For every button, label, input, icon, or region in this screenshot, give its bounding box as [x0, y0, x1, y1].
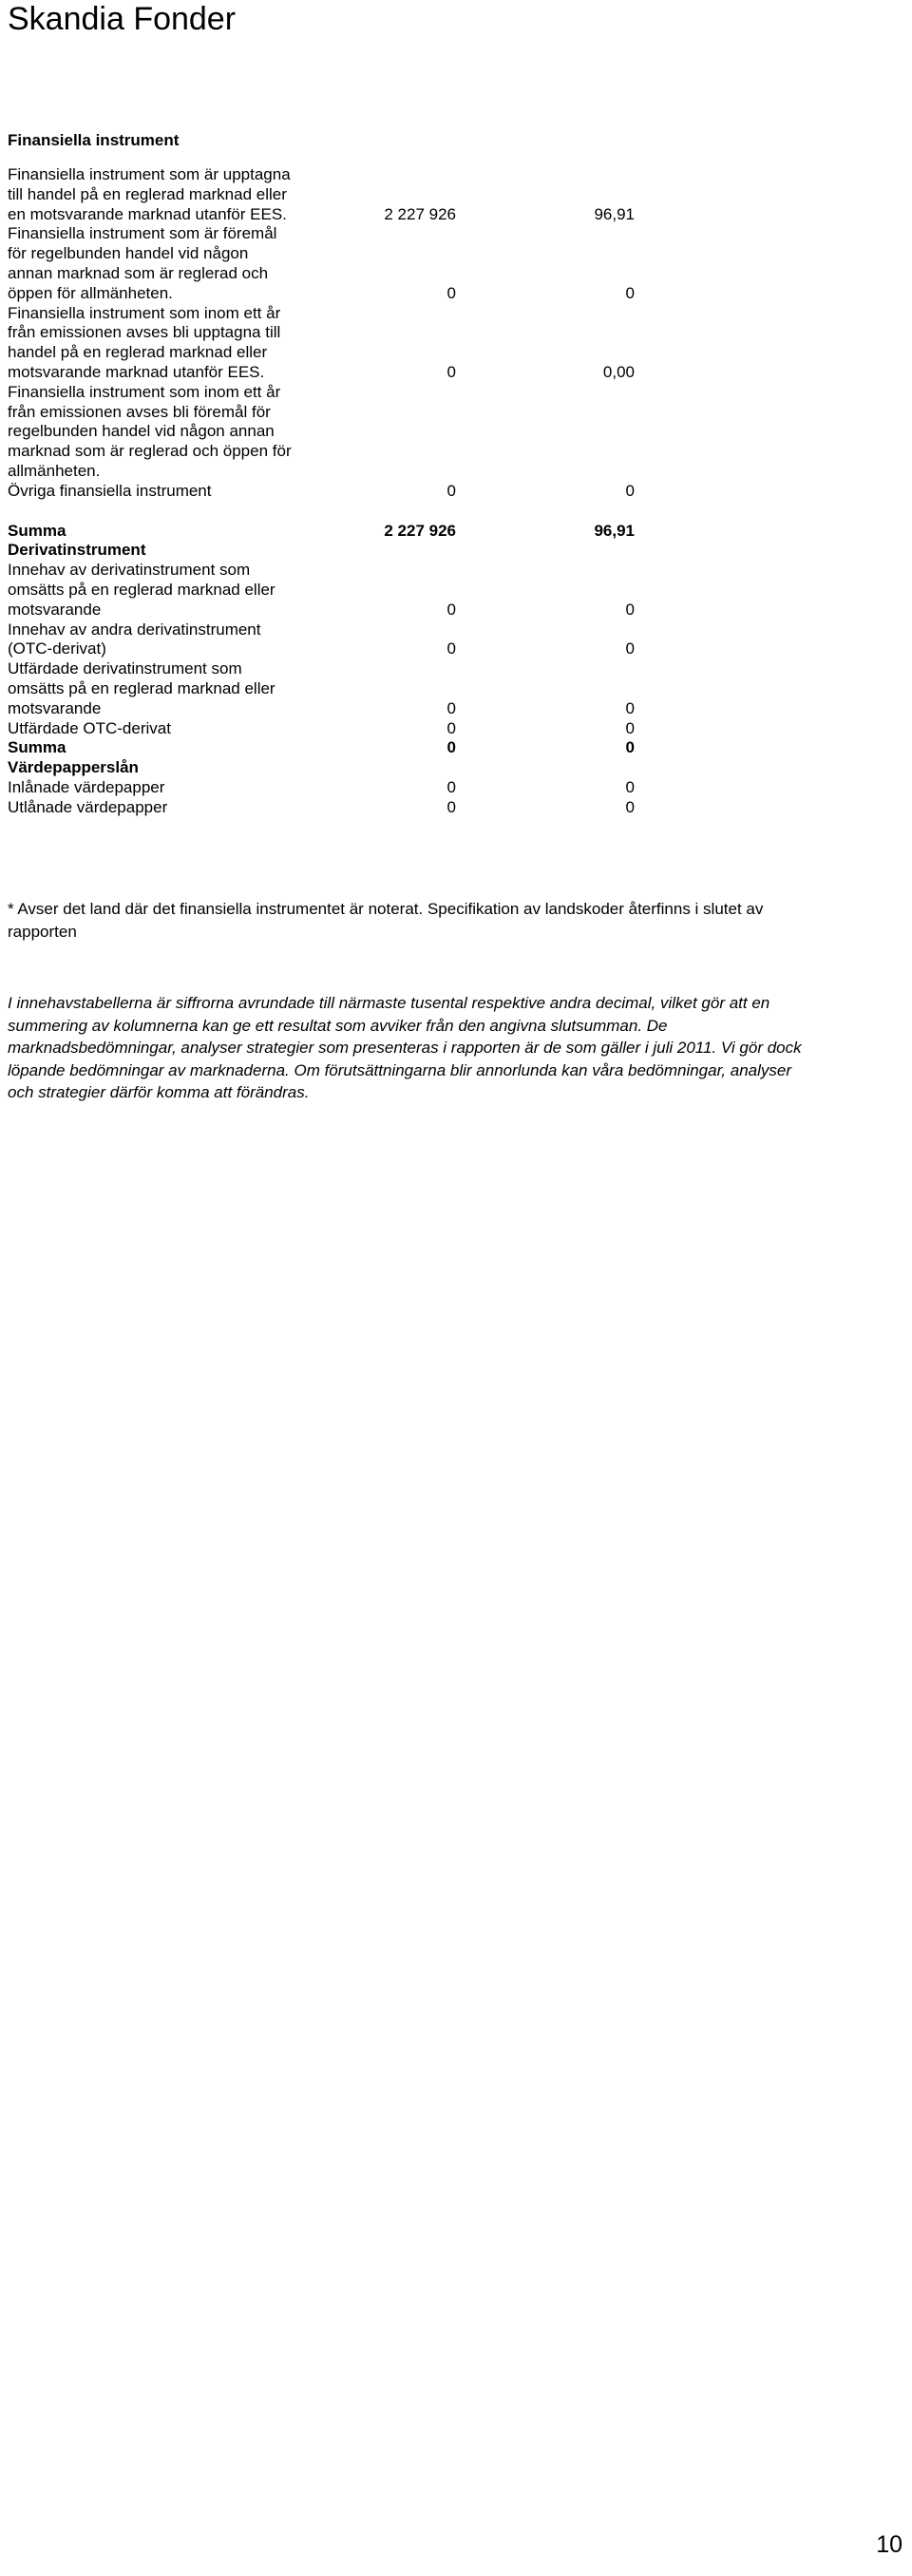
row-label: Utfärdade OTC-derivat [8, 718, 171, 737]
table-row [8, 383, 635, 482]
row-label: Utfärdade derivatinstrument som omsätts på en reglerad marknad eller motsvarande [8, 659, 276, 717]
row-label: Derivatinstrument [8, 541, 146, 560]
row-percent: 0,00 [602, 362, 635, 381]
row-label: Finansiella instrument som inom ett år från emissionen avses bli upptagna till handel på en reglerad marknad eller motsvarande marknad utanför EES. [8, 303, 281, 381]
row-percent: 0 [625, 797, 635, 816]
row-label: Finansiella instrument som inom ett år från emissionen avses bli föremål för regelbunden handel vid någon annan marknad som är reglerad och öppen för allmänheten. [8, 382, 292, 480]
row-amount: 0 [446, 698, 456, 717]
row-amount: 0 [446, 777, 456, 796]
row-label: Summa [8, 521, 66, 540]
row-label: Värdepapperslån [8, 758, 139, 777]
row-amount: 0 [446, 738, 456, 757]
row-amount: 0 [446, 797, 456, 816]
table-row [8, 738, 635, 758]
country-code-footnote: * Avser det land där det finansiella instrumentet är noterat. Specifikation av landskoder återfinns i slutet av rapporten [8, 900, 764, 941]
row-percent: 0 [625, 283, 635, 302]
row-label: Utlånade värdepapper [8, 797, 168, 816]
table-row [8, 719, 635, 739]
row-amount: 2 227 926 [384, 204, 456, 223]
table-row [8, 798, 635, 818]
row-label: Finansiella instrument som är upptagna till handel på en reglerad marknad eller en motsvarande marknad utanför EES. [8, 165, 291, 223]
row-percent: 0 [625, 777, 635, 796]
row-amount: 0 [446, 283, 456, 302]
row-percent: 96,91 [594, 521, 635, 540]
row-percent: 0 [625, 738, 635, 757]
row-label: Innehav av derivatinstrument som omsätts på en reglerad marknad eller motsvarande [8, 561, 276, 619]
row-amount: 0 [446, 362, 456, 381]
row-label: Summa [8, 738, 66, 757]
row-percent: 0 [625, 698, 635, 717]
table-row [8, 778, 635, 798]
row-label: Finansiella instrument som är föremål för regelbunden handel vid någon annan marknad som är reglerad och öppen för allmänheten. [8, 224, 277, 302]
table-row [8, 482, 635, 502]
row-amount: 0 [446, 600, 456, 619]
row-percent: 0 [625, 639, 635, 658]
row-percent: 0 [625, 481, 635, 500]
row-percent: 96,91 [594, 204, 635, 223]
table-row [8, 659, 635, 718]
row-amount: 0 [446, 481, 456, 500]
table-row [8, 224, 635, 303]
row-label: Innehav av andra derivatinstrument (OTC-derivat) [8, 620, 261, 658]
table-row [8, 165, 635, 224]
row-label: Inlånade värdepapper [8, 777, 165, 796]
page-number: 10 [876, 2531, 902, 2558]
section-title: Finansiella instrument [8, 131, 180, 149]
table-row [8, 522, 635, 542]
holdings-table [8, 165, 635, 818]
row-amount: 0 [446, 639, 456, 658]
table-row [8, 304, 635, 383]
table-row [8, 541, 635, 561]
table-row [8, 561, 635, 620]
row-percent: 0 [625, 600, 635, 619]
table-row [8, 758, 635, 778]
row-amount: 0 [446, 718, 456, 737]
company-header: Skandia Fonder [8, 1, 237, 37]
disclaimer-text: I innehavstabellerna är siffrorna avrundade till närmaste tusental respektive andra decimal, vilket gör att en summering av kolumnerna kan ge ett resultat som avviker från den angivna slutsumman. De marknadsbedömningar, analyser strategier som presenteras i rapporten är de som gäller i juli 2011. Vi gör dock löpande bedömningar av marknaderna. Om förutsättningarna blir annorlunda kan våra bedömningar, analyser och strategier därför komma att förändras. [8, 994, 802, 1101]
row-label: Övriga finansiella instrument [8, 481, 212, 500]
row-amount: 2 227 926 [384, 521, 456, 540]
table-row [8, 620, 635, 660]
row-percent: 0 [625, 718, 635, 737]
